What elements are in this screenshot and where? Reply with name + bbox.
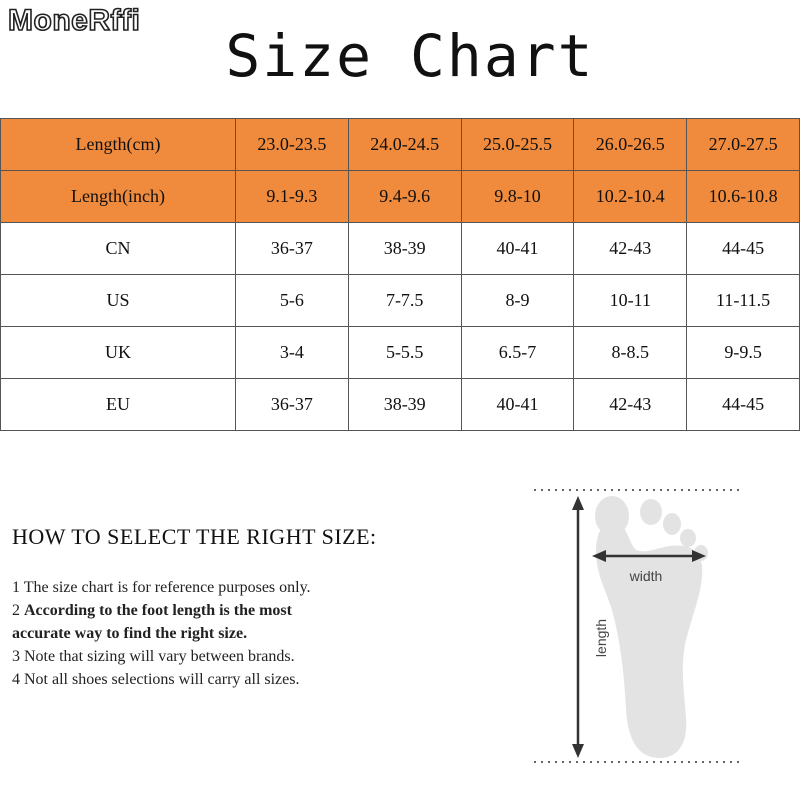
table-cell: 9.8-10 (461, 171, 574, 223)
note-1 (12, 576, 492, 599)
note-2-continued: accurate way to find the right size. (12, 625, 248, 642)
note-text: Note that sizing will vary between brands. (24, 648, 295, 665)
table-cell: 9.4-9.6 (348, 171, 461, 223)
table-cell: 40-41 (461, 223, 574, 275)
note-number: 3 (12, 648, 20, 665)
table-cell: 25.0-25.5 (461, 119, 574, 171)
length-arrow (572, 496, 584, 758)
table-cell: 38-39 (348, 379, 461, 431)
note-3 (12, 645, 492, 668)
table-cell: 5-6 (236, 275, 349, 327)
page-title: Size Chart (225, 22, 595, 90)
size-notes (12, 576, 492, 691)
brand-logo: MoneRffi (8, 4, 141, 37)
table-cell: 9-9.5 (687, 327, 800, 379)
note-number: 4 (12, 671, 20, 688)
how-to-heading: HOW TO SELECT THE RIGHT SIZE: (12, 524, 377, 549)
table-cell: 5-5.5 (348, 327, 461, 379)
table-row (1, 379, 800, 431)
table-row (1, 327, 800, 379)
table-row (1, 171, 800, 223)
table-cell: 24.0-24.5 (348, 119, 461, 171)
table-cell: 10-11 (574, 275, 687, 327)
footprint-icon (595, 496, 708, 758)
foot-measure-diagram (520, 470, 760, 780)
table-cell: 7-7.5 (348, 275, 461, 327)
table-cell: 8-9 (461, 275, 574, 327)
table-cell: 44-45 (687, 223, 800, 275)
row-label: Length(cm) (1, 119, 236, 171)
table-cell: 27.0-27.5 (687, 119, 800, 171)
note-2 (12, 599, 492, 622)
table-cell: 42-43 (574, 223, 687, 275)
note-text: Not all shoes selections will carry all sizes. (24, 671, 300, 688)
note-4 (12, 668, 492, 691)
note-text: The size chart is for reference purposes only. (23, 579, 311, 596)
table-cell: 40-41 (461, 379, 574, 431)
table-row (1, 223, 800, 275)
note-number: 2 (12, 602, 20, 619)
row-label: EU (1, 379, 236, 431)
table-cell: 38-39 (348, 223, 461, 275)
width-label: width (629, 568, 663, 584)
size-table-body (1, 119, 800, 431)
row-label: US (1, 275, 236, 327)
table-cell: 26.0-26.5 (574, 119, 687, 171)
table-cell: 36-37 (236, 379, 349, 431)
table-cell: 42-43 (574, 379, 687, 431)
table-cell: 44-45 (687, 379, 800, 431)
length-label: length (593, 618, 609, 658)
table-row (1, 119, 800, 171)
row-label: Length(inch) (1, 171, 236, 223)
size-table (0, 118, 800, 431)
table-cell: 3-4 (236, 327, 349, 379)
table-cell: 6.5-7 (461, 327, 574, 379)
table-cell: 9.1-9.3 (236, 171, 349, 223)
note-number: 1 (12, 579, 20, 596)
table-cell: 10.6-10.8 (687, 171, 800, 223)
table-cell: 36-37 (236, 223, 349, 275)
row-label: CN (1, 223, 236, 275)
table-cell: 23.0-23.5 (236, 119, 349, 171)
table-row (1, 275, 800, 327)
row-label: UK (1, 327, 236, 379)
note-text: According to the foot length is the most (24, 602, 292, 619)
table-cell: 11-11.5 (687, 275, 800, 327)
table-cell: 10.2-10.4 (574, 171, 687, 223)
table-cell: 8-8.5 (574, 327, 687, 379)
